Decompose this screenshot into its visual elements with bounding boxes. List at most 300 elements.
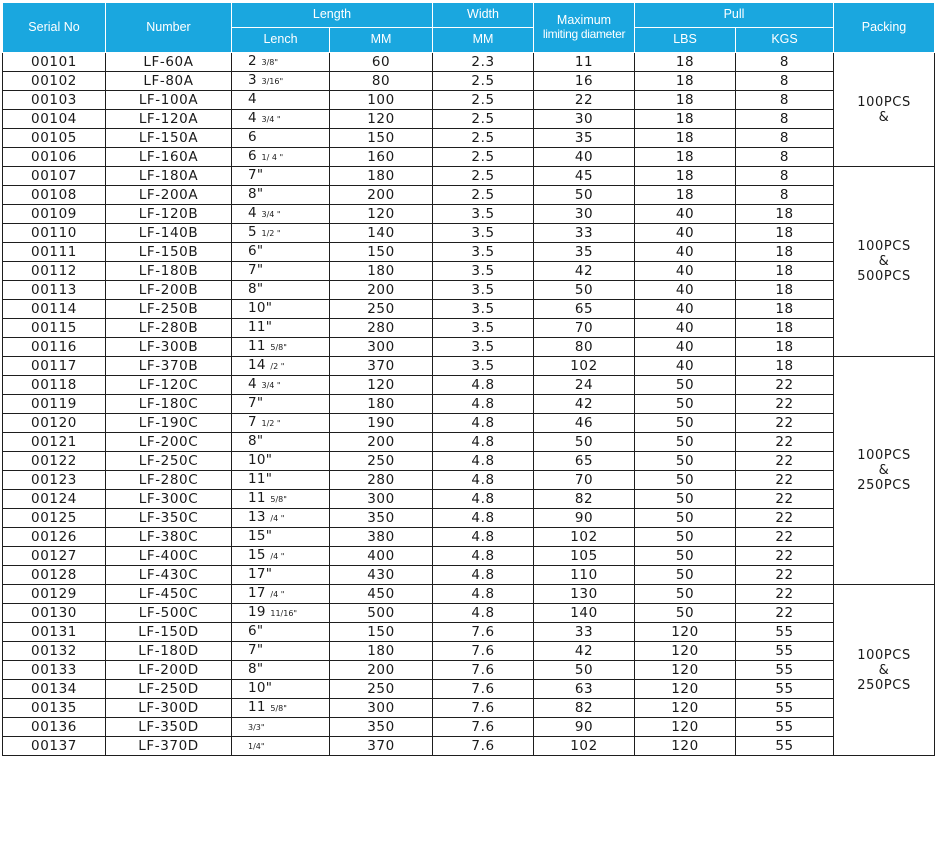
pull-lbs-cell: 18 [635,53,736,72]
length-mm-cell: 300 [330,338,433,357]
pull-kgs-cell: 8 [736,91,834,110]
pull-kgs-cell: 8 [736,110,834,129]
width-mm-cell: 3.5 [433,262,534,281]
lench-fraction: 5/8" [270,343,287,352]
pull-lbs-cell: 50 [635,376,736,395]
lench-whole: 10" [248,452,273,468]
length-mm-cell: 100 [330,91,433,110]
max-diameter-cell: 82 [534,490,635,509]
pull-kgs-cell: 22 [736,566,834,585]
length-mm-cell: 150 [330,623,433,642]
lench-cell [232,148,330,167]
length-mm-cell: 200 [330,433,433,452]
pull-lbs-cell: 50 [635,490,736,509]
pull-lbs-cell: 120 [635,699,736,718]
max-diameter-cell: 105 [534,547,635,566]
pull-kgs-cell: 22 [736,509,834,528]
lench-whole: 8" [248,186,264,202]
number-cell: LF-180C [106,395,232,414]
table-row [3,585,935,604]
max-diameter-cell: 70 [534,471,635,490]
width-mm-cell: 4.8 [433,471,534,490]
serial-no-cell: 00134 [3,680,106,699]
lench-fraction: /4 " [270,552,285,561]
header-number: Number [106,3,232,53]
width-mm-cell: 4.8 [433,490,534,509]
length-mm-cell: 370 [330,357,433,376]
lench-fraction: 3/8" [261,58,279,67]
serial-no-cell: 00137 [3,737,106,756]
header-lbs: LBS [635,28,736,53]
number-cell: LF-300B [106,338,232,357]
pull-kgs-cell: 55 [736,661,834,680]
length-mm-cell: 150 [330,243,433,262]
lench-cell [232,53,330,72]
table-row [3,642,935,661]
max-diameter-cell: 65 [534,300,635,319]
lench-whole: 4 [248,91,257,107]
lench-cell [232,376,330,395]
serial-no-cell: 00118 [3,376,106,395]
max-diameter-cell: 102 [534,357,635,376]
pull-lbs-cell: 18 [635,91,736,110]
lench-cell [232,566,330,585]
pull-lbs-cell: 50 [635,395,736,414]
table-row [3,243,935,262]
lench-fraction: 3/16" [261,77,284,86]
packing-line: & [878,463,890,478]
width-mm-cell: 4.8 [433,452,534,471]
header-width: Width [433,3,534,28]
pull-lbs-cell: 120 [635,737,736,756]
width-mm-cell: 2.3 [433,53,534,72]
lench-whole: 7 [248,414,257,430]
serial-no-cell: 00124 [3,490,106,509]
serial-no-cell: 00128 [3,566,106,585]
number-cell: LF-500C [106,604,232,623]
packing-line: 250PCS [857,478,911,493]
lench-cell [232,205,330,224]
spec-table [2,2,935,756]
length-mm-cell: 280 [330,471,433,490]
pull-lbs-cell: 50 [635,585,736,604]
pull-kgs-cell: 22 [736,471,834,490]
table-row [3,414,935,433]
width-mm-cell: 2.5 [433,129,534,148]
width-mm-cell: 7.6 [433,680,534,699]
lench-cell [232,300,330,319]
lench-whole: 5 [248,224,257,240]
serial-no-cell: 00133 [3,661,106,680]
table-row [3,148,935,167]
packing-line: 100PCS [857,94,911,110]
lench-cell [232,91,330,110]
table-row [3,452,935,471]
serial-no-cell: 00110 [3,224,106,243]
length-mm-cell: 150 [330,129,433,148]
lench-whole: 11 [248,490,266,506]
lench-whole: 11 [248,338,266,354]
pull-lbs-cell: 40 [635,262,736,281]
max-diameter-cell: 102 [534,528,635,547]
pull-kgs-cell: 18 [736,338,834,357]
lench-whole: 7" [248,642,264,658]
pull-kgs-cell: 22 [736,490,834,509]
length-mm-cell: 350 [330,509,433,528]
width-mm-cell: 4.8 [433,547,534,566]
pull-lbs-cell: 50 [635,604,736,623]
lench-cell [232,585,330,604]
length-mm-cell: 140 [330,224,433,243]
pull-lbs-cell: 18 [635,148,736,167]
width-mm-cell: 2.5 [433,186,534,205]
lench-cell [232,509,330,528]
serial-no-cell: 00136 [3,718,106,737]
pull-lbs-cell: 120 [635,623,736,642]
length-mm-cell: 190 [330,414,433,433]
lench-whole: 10" [248,680,273,696]
width-mm-cell: 3.5 [433,300,534,319]
serial-no-cell: 00106 [3,148,106,167]
pull-kgs-cell: 8 [736,148,834,167]
packing-cell [834,585,935,756]
table-row [3,433,935,452]
number-cell: LF-450C [106,585,232,604]
table-row [3,72,935,91]
max-diameter-cell: 30 [534,205,635,224]
lench-whole: 19 [248,604,266,620]
header-width-mm: MM [433,28,534,53]
lench-cell [232,661,330,680]
length-mm-cell: 300 [330,490,433,509]
lench-cell [232,110,330,129]
length-mm-cell: 400 [330,547,433,566]
pull-lbs-cell: 50 [635,566,736,585]
width-mm-cell: 2.5 [433,167,534,186]
number-cell: LF-200D [106,661,232,680]
width-mm-cell: 4.8 [433,433,534,452]
number-cell: LF-350C [106,509,232,528]
table-header [3,3,935,53]
lench-whole: 4 [248,110,257,126]
number-cell: LF-370D [106,737,232,756]
lench-fraction: 5/8" [270,495,287,504]
max-diameter-cell: 50 [534,661,635,680]
width-mm-cell: 3.5 [433,243,534,262]
pull-lbs-cell: 120 [635,718,736,737]
pull-lbs-cell: 18 [635,110,736,129]
pull-lbs-cell: 120 [635,661,736,680]
max-diameter-cell: 30 [534,110,635,129]
pull-lbs-cell: 40 [635,319,736,338]
lench-whole: 2 [248,53,257,69]
length-mm-cell: 250 [330,300,433,319]
lench-fraction: 3/4 " [261,210,281,219]
lench-fraction: /4 " [270,514,285,523]
table-row [3,699,935,718]
serial-no-cell: 00111 [3,243,106,262]
pull-kgs-cell: 22 [736,604,834,623]
width-mm-cell: 3.5 [433,357,534,376]
table-row [3,566,935,585]
number-cell: LF-140B [106,224,232,243]
length-mm-cell: 250 [330,680,433,699]
pull-kgs-cell: 8 [736,53,834,72]
lench-whole: 10" [248,300,273,316]
number-cell: LF-150A [106,129,232,148]
packing-line: & [878,109,890,125]
serial-no-cell: 00101 [3,53,106,72]
lench-cell [232,433,330,452]
width-mm-cell: 4.8 [433,566,534,585]
number-cell: LF-120C [106,376,232,395]
lench-cell [232,680,330,699]
max-diameter-cell: 90 [534,718,635,737]
serial-no-cell: 00132 [3,642,106,661]
lench-cell [232,395,330,414]
lench-cell [232,490,330,509]
lench-whole: 15" [248,528,273,544]
width-mm-cell: 4.8 [433,528,534,547]
max-diameter-cell: 35 [534,243,635,262]
pull-kgs-cell: 18 [736,319,834,338]
lench-cell [232,718,330,737]
lench-whole: 6 [248,129,257,145]
pull-kgs-cell: 18 [736,357,834,376]
lench-whole: 8" [248,661,264,677]
number-cell: LF-180B [106,262,232,281]
table-row [3,357,935,376]
pull-kgs-cell: 22 [736,395,834,414]
pull-kgs-cell: 22 [736,414,834,433]
pull-lbs-cell: 50 [635,528,736,547]
max-diameter-cell: 140 [534,604,635,623]
table-row [3,547,935,566]
table-row [3,205,935,224]
packing-line: 500PCS [857,269,911,284]
length-mm-cell: 280 [330,319,433,338]
serial-no-cell: 00107 [3,167,106,186]
pull-kgs-cell: 8 [736,129,834,148]
lench-whole: 17" [248,566,273,582]
width-mm-cell: 3.5 [433,205,534,224]
lench-fraction: 3/3" [248,723,265,732]
lench-whole: 7" [248,262,264,278]
number-cell: LF-380C [106,528,232,547]
number-cell: LF-150B [106,243,232,262]
table-row [3,186,935,205]
number-cell: LF-200A [106,186,232,205]
serial-no-cell: 00120 [3,414,106,433]
max-diameter-cell: 63 [534,680,635,699]
max-diameter-cell: 42 [534,262,635,281]
serial-no-cell: 00113 [3,281,106,300]
max-diameter-cell: 40 [534,148,635,167]
pull-lbs-cell: 50 [635,452,736,471]
pull-kgs-cell: 22 [736,433,834,452]
lench-fraction: 1/2 " [261,229,281,238]
table-row [3,53,935,72]
lench-whole: 3 [248,72,257,88]
serial-no-cell: 00116 [3,338,106,357]
lench-cell [232,338,330,357]
max-diameter-cell: 50 [534,281,635,300]
max-diameter-cell: 33 [534,623,635,642]
pull-kgs-cell: 18 [736,205,834,224]
max-diameter-cell: 50 [534,433,635,452]
lench-fraction: 1/2 " [261,419,281,428]
max-diameter-cell: 33 [534,224,635,243]
width-mm-cell: 2.5 [433,72,534,91]
max-diameter-cell: 50 [534,186,635,205]
pull-kgs-cell: 22 [736,547,834,566]
table-row [3,167,935,186]
pull-lbs-cell: 40 [635,281,736,300]
width-mm-cell: 3.5 [433,319,534,338]
table-row [3,680,935,699]
packing-cell [834,357,935,585]
table-row [3,319,935,338]
lench-whole: 8" [248,433,264,449]
width-mm-cell: 7.6 [433,623,534,642]
lench-whole: 6" [248,623,264,639]
width-mm-cell: 4.8 [433,585,534,604]
pull-lbs-cell: 50 [635,414,736,433]
serial-no-cell: 00130 [3,604,106,623]
serial-no-cell: 00105 [3,129,106,148]
lench-cell [232,262,330,281]
lench-whole: 4 [248,205,257,221]
number-cell: LF-430C [106,566,232,585]
serial-no-cell: 00127 [3,547,106,566]
lench-fraction: 3/4 " [261,381,281,390]
lench-whole: 7" [248,395,264,411]
max-diameter-cell: 80 [534,338,635,357]
packing-line: 100PCS [857,647,911,663]
header-packing: Packing [834,3,935,53]
table-row [3,737,935,756]
width-mm-cell: 7.6 [433,699,534,718]
number-cell: LF-300C [106,490,232,509]
pull-lbs-cell: 40 [635,357,736,376]
serial-no-cell: 00117 [3,357,106,376]
serial-no-cell: 00135 [3,699,106,718]
number-cell: LF-60A [106,53,232,72]
lench-whole: 13 [248,509,266,525]
number-cell: LF-400C [106,547,232,566]
table-row [3,471,935,490]
pull-lbs-cell: 40 [635,338,736,357]
packing-cell [834,167,935,357]
lench-fraction: 5/8" [270,704,287,713]
serial-no-cell: 00131 [3,623,106,642]
table-row [3,718,935,737]
serial-no-cell: 00115 [3,319,106,338]
lench-cell [232,737,330,756]
max-diameter-cell: 46 [534,414,635,433]
table-row [3,110,935,129]
width-mm-cell: 7.6 [433,642,534,661]
serial-no-cell: 00108 [3,186,106,205]
pull-lbs-cell: 40 [635,205,736,224]
number-cell: LF-180A [106,167,232,186]
table-row [3,281,935,300]
pull-kgs-cell: 8 [736,167,834,186]
number-cell: LF-80A [106,72,232,91]
table-row [3,338,935,357]
packing-line: & [878,254,890,269]
header-max-diameter-line1: Maximum [556,13,612,28]
max-diameter-cell: 24 [534,376,635,395]
length-mm-cell: 60 [330,53,433,72]
pull-lbs-cell: 50 [635,471,736,490]
lench-fraction: 3/4 " [261,115,281,124]
lench-whole: 15 [248,547,266,563]
number-cell: LF-280C [106,471,232,490]
pull-kgs-cell: 22 [736,376,834,395]
lench-cell [232,224,330,243]
serial-no-cell: 00103 [3,91,106,110]
width-mm-cell: 4.8 [433,395,534,414]
width-mm-cell: 3.5 [433,281,534,300]
lench-whole: 11 [248,699,266,715]
pull-kgs-cell: 22 [736,585,834,604]
number-cell: LF-250D [106,680,232,699]
number-cell: LF-370B [106,357,232,376]
packing-line: 100PCS [857,239,911,254]
max-diameter-cell: 90 [534,509,635,528]
length-mm-cell: 300 [330,699,433,718]
lench-whole: 11" [248,319,273,335]
number-cell: LF-150D [106,623,232,642]
pull-lbs-cell: 40 [635,224,736,243]
lench-cell [232,699,330,718]
width-mm-cell: 2.5 [433,91,534,110]
length-mm-cell: 180 [330,262,433,281]
pull-kgs-cell: 18 [736,262,834,281]
max-diameter-cell: 11 [534,53,635,72]
lench-cell [232,243,330,262]
length-mm-cell: 180 [330,167,433,186]
lench-fraction: /4 " [270,590,285,599]
max-diameter-cell: 42 [534,642,635,661]
table-row [3,623,935,642]
length-mm-cell: 120 [330,110,433,129]
length-mm-cell: 180 [330,395,433,414]
number-cell: LF-120B [106,205,232,224]
pull-lbs-cell: 18 [635,72,736,91]
max-diameter-cell: 70 [534,319,635,338]
lench-cell [232,623,330,642]
pull-kgs-cell: 8 [736,186,834,205]
number-cell: LF-250C [106,452,232,471]
max-diameter-cell: 42 [534,395,635,414]
width-mm-cell: 3.5 [433,224,534,243]
lench-cell [232,414,330,433]
width-mm-cell: 4.8 [433,509,534,528]
width-mm-cell: 7.6 [433,661,534,680]
packing-line: 100PCS [857,448,911,463]
lench-cell [232,642,330,661]
lench-whole: 4 [248,376,257,392]
number-cell: LF-100A [106,91,232,110]
width-mm-cell: 2.5 [433,110,534,129]
pull-kgs-cell: 18 [736,281,834,300]
pull-kgs-cell: 55 [736,699,834,718]
number-cell: LF-200B [106,281,232,300]
length-mm-cell: 80 [330,72,433,91]
pull-kgs-cell: 55 [736,718,834,737]
